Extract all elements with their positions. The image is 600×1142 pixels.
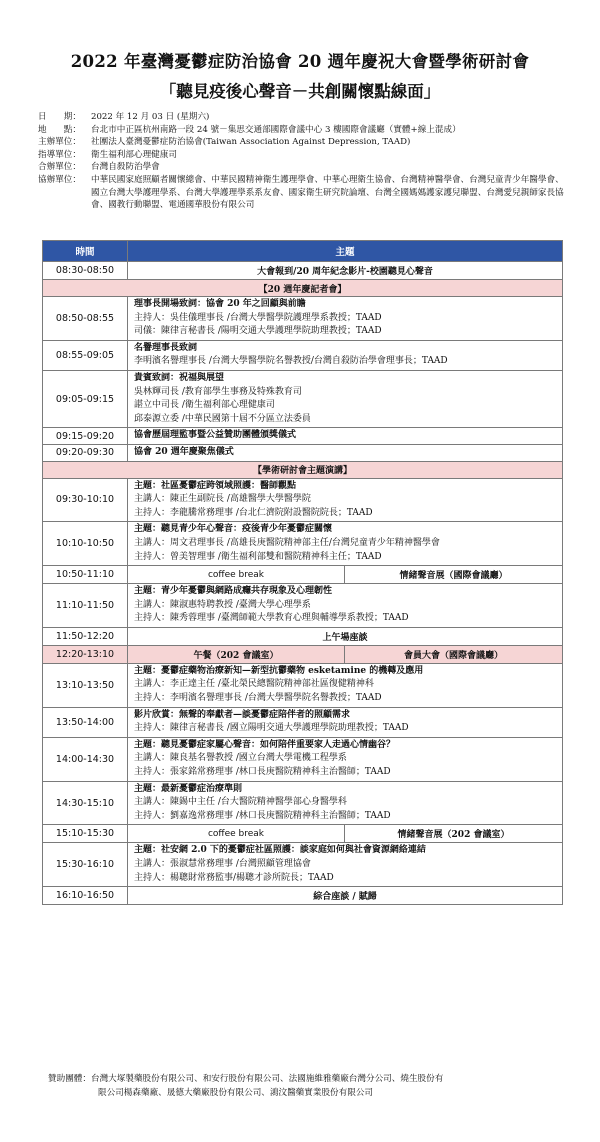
table-row <box>43 645 563 663</box>
topic-cell <box>128 737 563 781</box>
info-row <box>38 161 568 174</box>
topic-line: 主持人：李龍騰常務理事 /台北仁濟院附設醫院院長；TAAD <box>134 507 373 518</box>
time-cell: 14:00-14:30 <box>43 737 128 781</box>
info-value: 中華民國家庭照顧者關懷總會、中華民國精神衛生護理學會、中華心理衛生協會、台灣精神醫學會、台灣兒童青少年醫學會、國立台灣大學護理學系、台灣大學護理學系系友會、國家衛生研究院論壇、台灣全國媽媽護家護兒聯盟、台灣愛兒親師家長協會、國教行動聯盟、電通國華股份有限公司 <box>91 174 564 211</box>
table-row <box>43 584 563 628</box>
topic-title: 主題：聽見青少年心聲音：疫後青少年憂鬱症關懷 <box>134 524 333 535</box>
split-left-cell: 午餐（202 會議室） <box>128 645 345 663</box>
topic-title: 主題：憂鬱症藥物治療新知—新型抗鬱藥物 esketamine 的機轉及應用 <box>134 665 424 676</box>
topic-line: 主持人：劉嘉逸常務理事 /林口長庚醫院精神科主治醫師；TAAD <box>134 810 391 821</box>
table-row <box>43 370 563 427</box>
info-row <box>38 136 568 149</box>
topic-line: 主持人：李明濱名譽理事長 /台灣大學醫學院名譽教授；TAAD <box>134 693 382 704</box>
info-label: 地 點： <box>38 124 81 135</box>
time-cell: 09:15-09:20 <box>43 428 128 445</box>
topic-title: 主題：最新憂鬱症治療準則 <box>134 783 243 794</box>
time-cell: 14:30-15:10 <box>43 781 128 825</box>
table-row <box>43 522 563 566</box>
topic-title: 協會歷屆理監事暨公益贊助團體頒獎儀式 <box>134 430 297 441</box>
info-row <box>38 124 568 137</box>
table-header <box>43 241 563 262</box>
topic-line: 主持人：曾美智理事 /衛生福利部雙和醫院精神科主任；TAAD <box>134 551 382 562</box>
split-right-cell: 會員大會（國際會議廳） <box>345 645 563 663</box>
topic-line: 主持人：張家銘常務理事 /林口長庚醫院精神科主治醫師；TAAD <box>134 767 391 778</box>
table-row <box>43 280 563 297</box>
topic-cell <box>128 707 563 737</box>
info-label: 日 期： <box>38 112 81 122</box>
topic-cell <box>128 478 563 522</box>
topic-line: 主持人：吳佳儀理事長 /台灣大學醫學院護理學系教授；TAAD <box>134 312 382 323</box>
page-title: 2022 年臺灣憂鬱症防治協會 20 週年慶祝大會暨學術研討會 <box>70 52 530 71</box>
info-row <box>38 111 568 124</box>
event-info <box>38 111 568 212</box>
info-label: 協辦單位： <box>38 174 81 185</box>
table-row <box>43 428 563 445</box>
sponsor-line-2: 限公司楊森藥廠、晟德大藥廠股份有限公司、鴻汶醫藥實業股份有限公司 <box>98 1087 374 1098</box>
topic-title: 貴賓致詞：祝福與展望 <box>134 372 225 383</box>
section-band: 【學術研討會主題演講】 <box>43 461 563 478</box>
info-label: 指導單位： <box>38 149 81 160</box>
table-row <box>43 297 563 341</box>
time-cell: 15:30-16:10 <box>43 843 128 887</box>
topic-cell <box>128 428 563 445</box>
topic-line: 主講人：陳良基名譽教授 /國立台灣大學電機工程學系 <box>134 753 347 764</box>
table-row <box>43 887 563 905</box>
topic-title: 名譽理事長致詞 <box>134 342 198 353</box>
topic-cell: 綜合座談 / 賦歸 <box>128 887 563 905</box>
info-row <box>38 174 568 212</box>
time-cell: 09:20-09:30 <box>43 444 128 461</box>
topic-line: 邱泰源立委 /中華民國第十屆不分區立法委員 <box>134 413 311 424</box>
topic-line: 主講人：陳淑惠特聘教授 /臺灣大學心理學系 <box>134 599 311 610</box>
topic-line: 主講人：陳正生副院長 /高雄醫學大學醫學院 <box>134 494 311 505</box>
time-cell: 09:30-10:10 <box>43 478 128 522</box>
table-row <box>43 340 563 370</box>
topic-line: 司儀：陳律言秘書長 /陽明交通大學護理學院助理教授；TAAD <box>134 326 382 337</box>
time-cell: 08:50-08:55 <box>43 297 128 341</box>
time-cell: 11:50-12:20 <box>43 627 128 645</box>
topic-cell <box>128 663 563 707</box>
info-value: 社團法人臺灣憂鬱症防治協會(Taiwan Association Against Depression, TAAD) <box>91 137 411 148</box>
info-row <box>38 149 568 162</box>
split-right-cell: 情緒聲音展（202 會議室） <box>345 825 563 843</box>
time-cell: 12:20-13:10 <box>43 645 128 663</box>
time-cell: 15:10-15:30 <box>43 825 128 843</box>
topic-cell <box>128 843 563 887</box>
topic-line: 主持人：陳律言秘書長 /國立陽明交通大學護理學院助理教授；TAAD <box>134 723 409 734</box>
sponsor-info <box>48 1073 568 1100</box>
table-row <box>43 566 563 584</box>
table-row <box>43 627 563 645</box>
time-cell: 11:10-11:50 <box>43 584 128 628</box>
table-row <box>43 663 563 707</box>
topic-title: 主題：社區憂鬱症跨領域照護：醫師觀點 <box>134 480 297 491</box>
table-row <box>43 444 563 461</box>
table-row <box>43 707 563 737</box>
info-label: 合辦單位： <box>38 162 81 173</box>
col-time-header: 時間 <box>43 241 128 262</box>
time-cell: 13:50-14:00 <box>43 707 128 737</box>
table-row <box>43 825 563 843</box>
table-row <box>43 461 563 478</box>
topic-title: 影片欣賞：無聲的奉獻者—談憂鬱症陪伴者的照顧需求 <box>134 709 351 720</box>
topic-cell <box>128 522 563 566</box>
page-subtitle: 「聽見疫後心聲音－共創關懷點線面」 <box>159 82 441 101</box>
info-value: 衛生福利部心理健康司 <box>91 149 177 160</box>
topic-title: 主題：聽見憂鬱症家屬心聲音：如何陪伴重要家人走過心情幽谷？ <box>134 739 396 750</box>
time-cell: 08:55-09:05 <box>43 340 128 370</box>
info-value: 台北市中正區杭州南路一段 24 號－集思交通部國際會議中心 3 樓國際會議廳（實體+線上混成） <box>91 124 461 135</box>
table-row <box>43 262 563 280</box>
topic-line: 主講人：陳錫中主任 /台大醫院精神醫學部心身醫學科 <box>134 797 347 808</box>
table-row <box>43 737 563 781</box>
topic-cell <box>128 370 563 427</box>
split-left-cell: coffee break <box>128 825 345 843</box>
time-cell: 08:30-08:50 <box>43 262 128 280</box>
topic-line: 諶立中司長 /衛生福利部心理健康司 <box>134 400 275 411</box>
split-right-cell: 情緒聲音展（國際會議廳） <box>345 566 563 584</box>
time-cell: 13:10-13:50 <box>43 663 128 707</box>
topic-cell <box>128 584 563 628</box>
topic-line: 主持人：楊聰財常務監事/楊聰才診所院長；TAAD <box>134 872 334 883</box>
topic-cell: 大會報到/20 周年紀念影片-校園聽見心聲音 <box>128 262 563 280</box>
topic-cell: 上午場座談 <box>128 627 563 645</box>
sponsor-line-1: 贊助團體：台灣大塚製藥股份有限公司、和安行股份有限公司、法國施維雅藥廠台灣分公司、燒生股份有 <box>48 1074 444 1084</box>
topic-title: 協會 20 週年慶聚焦儀式 <box>134 446 234 457</box>
topic-line: 李明濱名譽理事長 /台灣大學醫學院名譽教授/台灣自殺防治學會理事長；TAAD <box>134 356 448 367</box>
time-cell: 16:10-16:50 <box>43 887 128 905</box>
info-value: 2022 年 12 月 03 日 (星期六) <box>91 112 210 122</box>
topic-cell <box>128 297 563 341</box>
table-row <box>43 478 563 522</box>
topic-cell <box>128 340 563 370</box>
topic-title: 主題：青少年憂鬱與網路成癮共存現象及心理韌性 <box>134 586 333 597</box>
topic-title: 主題：社安網 2.0 下的憂鬱症社區照護：談家庭如何與社會資源網絡連結 <box>134 845 426 856</box>
schedule-table <box>42 240 563 905</box>
topic-cell <box>128 781 563 825</box>
info-value: 台灣自殺防治學會 <box>91 162 160 173</box>
time-cell: 09:05-09:15 <box>43 370 128 427</box>
topic-line: 主講人：張淑慧常務理事 /台灣照顧管理協會 <box>134 859 311 869</box>
topic-line: 主持人：陳秀蓉理事 /臺灣師範大學教育心理與輔導學系教授；TAAD <box>134 613 409 624</box>
topic-line: 吳林輝司長 /教育部學生事務及特殊教育司 <box>134 386 302 397</box>
split-left-cell: coffee break <box>128 566 345 584</box>
time-cell: 10:50-11:10 <box>43 566 128 584</box>
table-row <box>43 781 563 825</box>
section-band: 【20 週年慶記者會】 <box>43 280 563 297</box>
topic-title: 理事長開場致詞：協會 20 年之回顧與前瞻 <box>134 299 306 309</box>
time-cell: 10:10-10:50 <box>43 522 128 566</box>
info-label: 主辦單位： <box>38 137 81 148</box>
col-topic-header: 主題 <box>128 241 563 262</box>
topic-line: 主講人：李正達主任 /臺北榮民總醫院精神部社區復健精神科 <box>134 679 374 690</box>
topic-line: 主講人：周文君理事長 /高雄長庚醫院精神部主任/台灣兒童青少年精神醫學會 <box>134 537 440 548</box>
table-row <box>43 843 563 887</box>
topic-cell <box>128 444 563 461</box>
